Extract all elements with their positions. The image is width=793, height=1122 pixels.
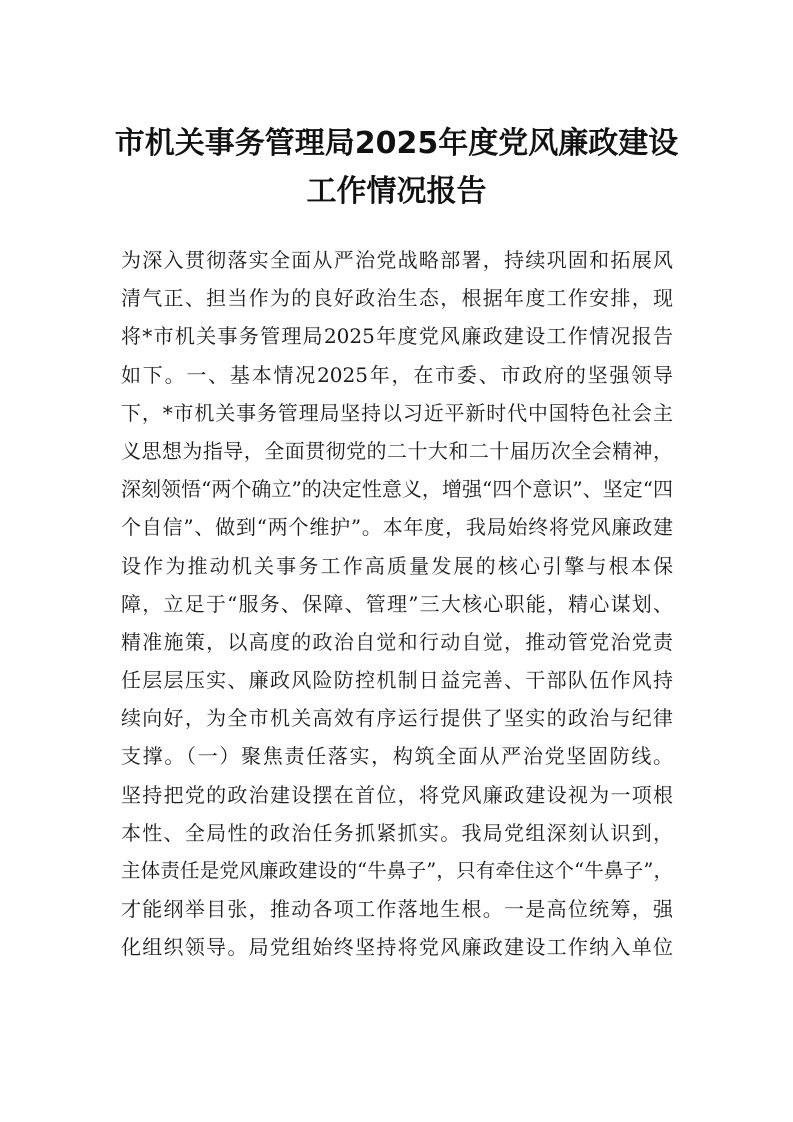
body-line: 设作为推动机关事务工作高质量发展的核心引擎与根本保 bbox=[121, 553, 673, 578]
body-line: 将*市机关事务管理局2025年度党风廉政建设工作情况报告 bbox=[121, 324, 673, 349]
body-line: 清气正、担当作为的良好政治生态，根据年度工作安排，现 bbox=[121, 286, 673, 311]
body-line: 义思想为指导，全面贯彻党的二十大和二十届历次全会精神， bbox=[121, 438, 673, 463]
body-line: 深刻领悟“两个确立”的决定性意义，增强“四个意识”、坚定“四 bbox=[121, 477, 673, 502]
body-line: 为深入贯彻落实全面从严治党战略部署，持续巩固和拓展风 bbox=[121, 248, 673, 272]
body-line: 障，立足于“服务、保障、管理”三大核心职能，精心谋划、 bbox=[121, 591, 673, 616]
body-line: 本性、全局性的政治任务抓紧抓实。我局党组深刻认识到， bbox=[121, 820, 673, 845]
body-line: 主体责任是党风廉政建设的“牛鼻子”，只有牵住这个“牛鼻子”， bbox=[121, 859, 673, 882]
document-title-line-2: 工作情况报告 bbox=[306, 174, 487, 209]
body-line: 化组织领导。局党组始终坚持将党风廉政建设工作纳入单位 bbox=[121, 935, 673, 960]
body-line: 如下。一、基本情况2025年，在市委、市政府的坚强领导 bbox=[121, 362, 673, 387]
body-line: 精准施策，以高度的政治自觉和行动自觉，推动管党治党责 bbox=[121, 629, 673, 654]
document-body bbox=[121, 241, 673, 967]
body-line: 才能纲举目张，推动各项工作落地生根。一是高位统筹，强 bbox=[121, 897, 673, 922]
body-line: 续向好，为全市机关高效有序运行提供了坚实的政治与纪律 bbox=[121, 706, 673, 731]
document-title-line-1: 市机关事务管理局2025年度党风廉政建设 bbox=[114, 126, 679, 161]
body-line: 任层层压实、廉政风险防控机制日益完善、干部队伍作风持 bbox=[121, 668, 673, 693]
body-line: 下，*市机关事务管理局坚持以习近平新时代中国特色社会主 bbox=[121, 400, 673, 425]
body-line: 个自信”、做到“两个维护”。本年度，我局始终将党风廉政建 bbox=[121, 515, 673, 540]
body-line: 支撑。（一）聚焦责任落实，构筑全面从严治党坚固防线。 bbox=[121, 744, 673, 769]
body-line: 坚持把党的政治建设摆在首位，将党风廉政建设视为一项根 bbox=[121, 782, 673, 807]
